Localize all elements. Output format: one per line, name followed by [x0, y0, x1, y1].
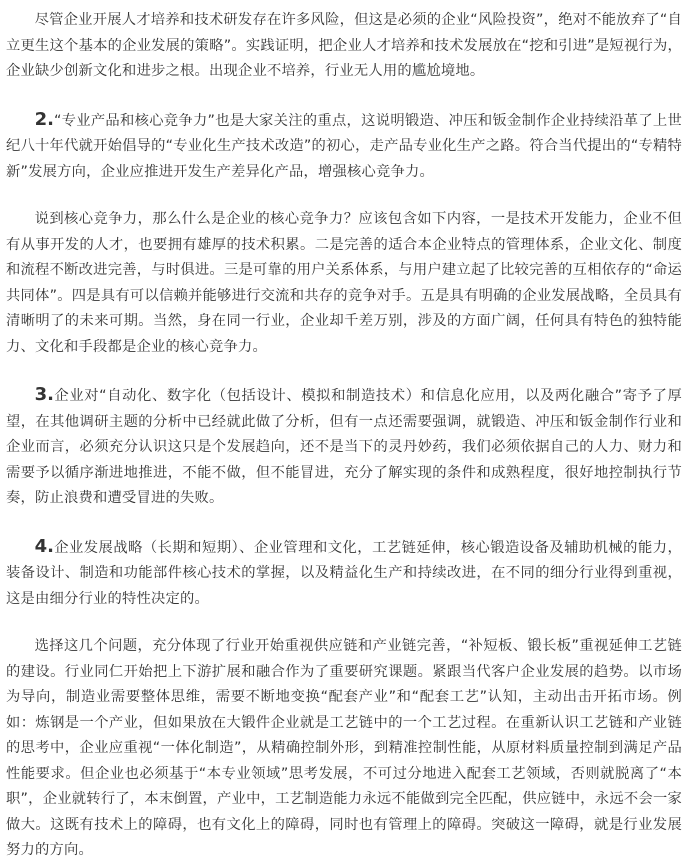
paragraph-5: [6, 534, 682, 613]
paragraph-1: 尽管企业开展人才培养和技术研发存在许多风险，但这是必须的企业“风险投资”，绝对不能放弃了“自立更生这个基本的企业发展的策略”。实践证明，把企业人才培养和技术发展放在“挖和引进”是短视行为，企业缺少创新文化和进步之根。出现企业不培养，行业无人用的尴尬境地。: [6, 12, 682, 79]
paragraph-2-text: “专业产品和核心竞争力”也是大家关注的重点，这说明锻造、冲压和钣金制作企业持续沿革了上世纪八十年代就开始倡导的“专业化生产技术改造”的初心，走产品专业化生产之路。符合当代提出的“专精特新”发展方向，企业应推进开发生产差异化产品，增强核心竞争力。: [6, 112, 682, 180]
paragraph-2: [6, 107, 682, 186]
paragraph-5-text: 企业发展战略（长期和短期）、企业管理和文化，工艺链延伸，核心锻造设备及辅助机械的能力，装备设计、制造和功能部件核心技术的掌握，以及精益化生产和持续改进，在不同的细分行业得到重视，这是由细分行业的特性决定的。: [6, 539, 682, 607]
paragraph-4-text: 企业对“自动化、数字化（包括设计、模拟和制造技术）和信息化应用，以及两化融合”寄予了厚望，在其他调研主题的分析中已经就此做了分析，但有一点还需要强调，就锻造、冲压和钣金制作行业和企业而言，必须充分认识这只是个发展趋向，还不是当下的灵丹妙药，我们必须依据自己的人力、财力和需要予以循序渐进地推进，不能不做，但不能冒进，充分了解实现的条件和成熟程度，很好地控制执行节奏，防止浪费和遭受冒进的失败。: [6, 388, 682, 506]
section-number-3: 3.: [34, 384, 54, 405]
paragraph-6: 选择这几个问题，充分体现了行业开始重视供应链和产业链完善，“补短板、锻长板”重视延伸工艺链的建设。行业同仁开始把上下游扩展和融合作为了重要研究课题。紧跟当代客户企业发展的趋势。以市场为导向，制造业需要整体思维，需要不断地变换“配套产业”和“配套工艺”认知，主动出击开拓市场。例如：炼钢是一个产业，但如果放在大锻件企业就是工艺链中的一个工艺过程。在重新认识工艺链和产业链的思考中，企业应重视“一体化制造”，从精确控制外形，到精准控制性能，从原材料质量控制到满足产品性能要求。但企业也必须基于“本专业领域”思考发展，不可过分地进入配套工艺领域，否则就脱离了“本职”，企业就转行了，本末倒置，产业中，工艺制造能力永远不能做到完全匹配，供应链中，永远不会一家做大。这既有技术上的障碍，也有文化上的障碍，同时也有管理上的障碍。突破这一障碍，就是行业发展努力的方向。: [6, 638, 682, 858]
paragraph-3: 说到核心竞争力，那么什么是企业的核心竞争力？应该包含如下内容，一是技术开发能力，企业不但有从事开发的人才，也要拥有雄厚的技术积累。二是完善的适合本企业特点的管理体系，企业文化、制度和流程不断改进完善，与时俱进。三是可靠的用户关系体系，与用户建立起了比较完善的互相依存的“命运共同体”。四是具有可以信赖并能够进行交流和共存的竞争对手。五是具有明确的企业发展战略，全员具有清晰明了的未来可期。当然，身在同一行业，企业却千差万别，涉及的方面广阔，任何具有特色的独特能力、文化和手段都是企业的核心竞争力。: [6, 211, 682, 355]
section-number-4: 4.: [34, 535, 54, 557]
paragraph-4: [6, 382, 682, 512]
section-number-2: 2.: [34, 108, 54, 130]
